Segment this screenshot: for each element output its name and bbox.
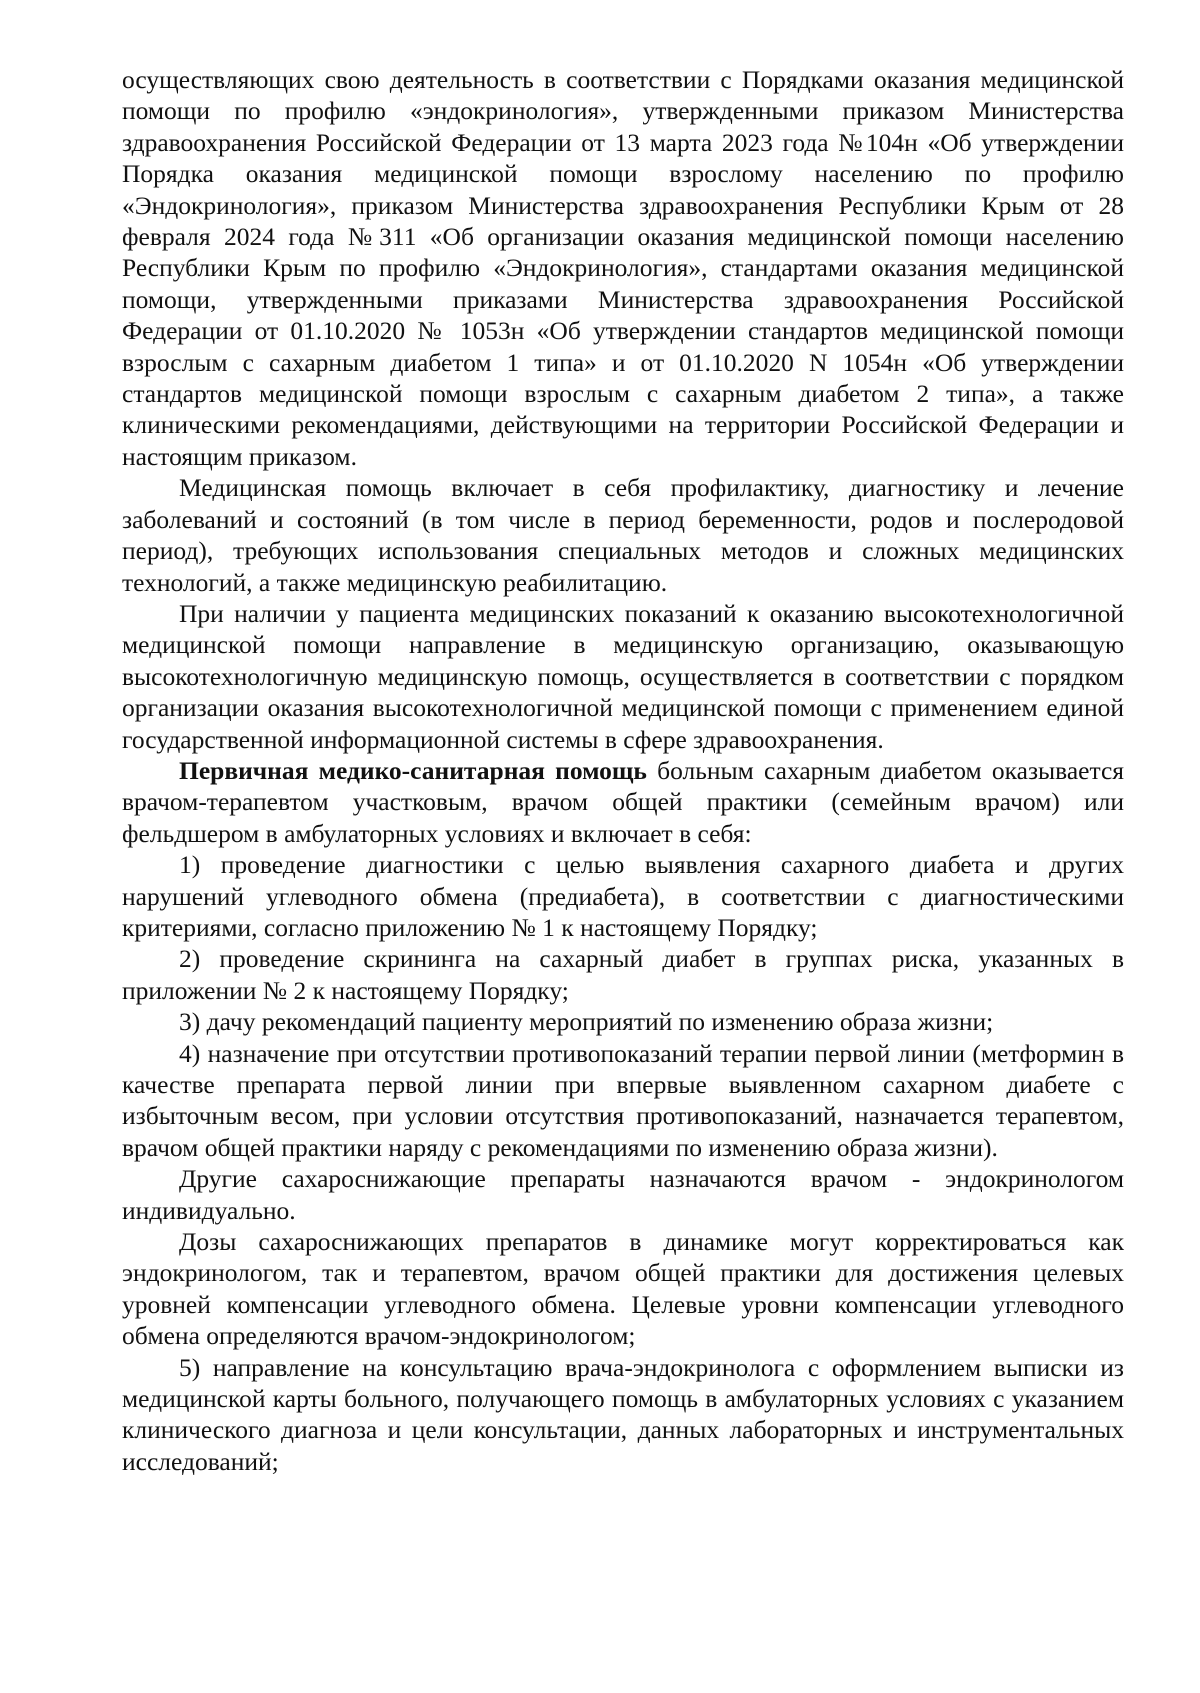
list-item-4-first-line-therapy: 4) назначение при отсутствии противопоказаний терапии первой линии (метформин в качестве препарата первой линии при впервые выявленном сахарном диабете с избыточным весом, при условии отсутствия противопоказаний, назначается терапевтом, врачом общей практики наряду с рекомендациями по изменению образа жизни). <box>122 1038 1124 1162</box>
list-item-3-lifestyle: 3) дачу рекомендаций пациенту мероприятий по изменению образа жизни; <box>179 1007 994 1037</box>
paragraph-medical-care-scope: Медицинская помощь включает в себя профилактику, диагностику и лечение заболеваний и состояний (в том числе в период беременности, родов и послеродовой период), требующих использования специальных методов и сложных медицинских технологий, а также медицинскую реабилитацию. <box>122 473 1124 597</box>
primary-care-text: больным сахарным диабетом оказывается врачом-терапевтом участковым, врачом общей практики (семейным врачом) или фельдшером в амбулаторных условиях и включает в себя: <box>122 755 1125 848</box>
list-item-5-referral: 5) направление на консультацию врача-эндокринолога с оформлением выписки из медицинской карты больного, получающего помощь в амбулаторных условиях с указанием клинического диагноза и цели консультации, данных лабораторных и инструментальных исследований; <box>122 1352 1124 1476</box>
list-item-2-screening: 2) проведение скрининга на сахарный диабет в группах риска, указанных в приложении № 2 к настоящему Порядку; <box>122 944 1124 1005</box>
paragraph-dose-correction: Дозы сахароснижающих препаратов в динамике могут корректироваться как эндокринологом, так и терапевтом, врачом общей практики для достижения целевых уровней компенсации углеводного обмена. Целевые уровни компенсации углеводного обмена определяются врачом-эндокринологом; <box>122 1227 1124 1351</box>
paragraph-other-drugs: Другие сахароснижающие препараты назначаются врачом - эндокринологом индивидуально. <box>122 1164 1124 1225</box>
paragraph-primary-care <box>122 755 1124 849</box>
primary-care-heading: Первичная медико-санитарная помощь <box>179 755 647 785</box>
document-page <box>122 64 1124 1477</box>
paragraph-legal-basis: осуществляющих свою деятельность в соответствии с Порядками оказания медицинской помощи по профилю «эндокринология», утвержденными приказом Министерства здравоохранения Российской Федерации от 13 марта 2023 года №104н «Об утверждении Порядка оказания медицинской помощи взрослому населению по профилю «Эндокринология», приказом Министерства здравоохранения Республики Крым от 28 февраля 2024 года №311 «Об организации оказания медицинской помощи населению Республики Крым по профилю «Эндокринология», стандартами оказания медицинской помощи, утвержденными приказами Министерства здравоохранения Российской Федерации от 01.10.2020 № 1053н «Об утверждении стандартов медицинской помощи взрослым с сахарным диабетом 1 типа» и от 01.10.2020 N 1054н «Об утверждении стандартов медицинской помощи взрослым с сахарным диабетом 2 типа», а также клиническими рекомендациями, действующими на территории Российской Федерации и настоящим приказом. <box>122 65 1124 471</box>
list-item-1-diagnostics: 1) проведение диагностики с целью выявления сахарного диабета и других нарушений углеводного обмена (предиабета), в соответствии с диагностическими критериями, согласно приложению № 1 к настоящему Порядку; <box>122 850 1124 942</box>
paragraph-high-tech-care: При наличии у пациента медицинских показаний к оказанию высокотехнологичной медицинской помощи направление в медицинскую организацию, оказывающую высокотехнологичную медицинскую помощь, осуществляется в соответствии с порядком организации оказания высокотехнологичной медицинской помощи с применением единой государственной информационной системы в сфере здравоохранения. <box>122 598 1124 754</box>
